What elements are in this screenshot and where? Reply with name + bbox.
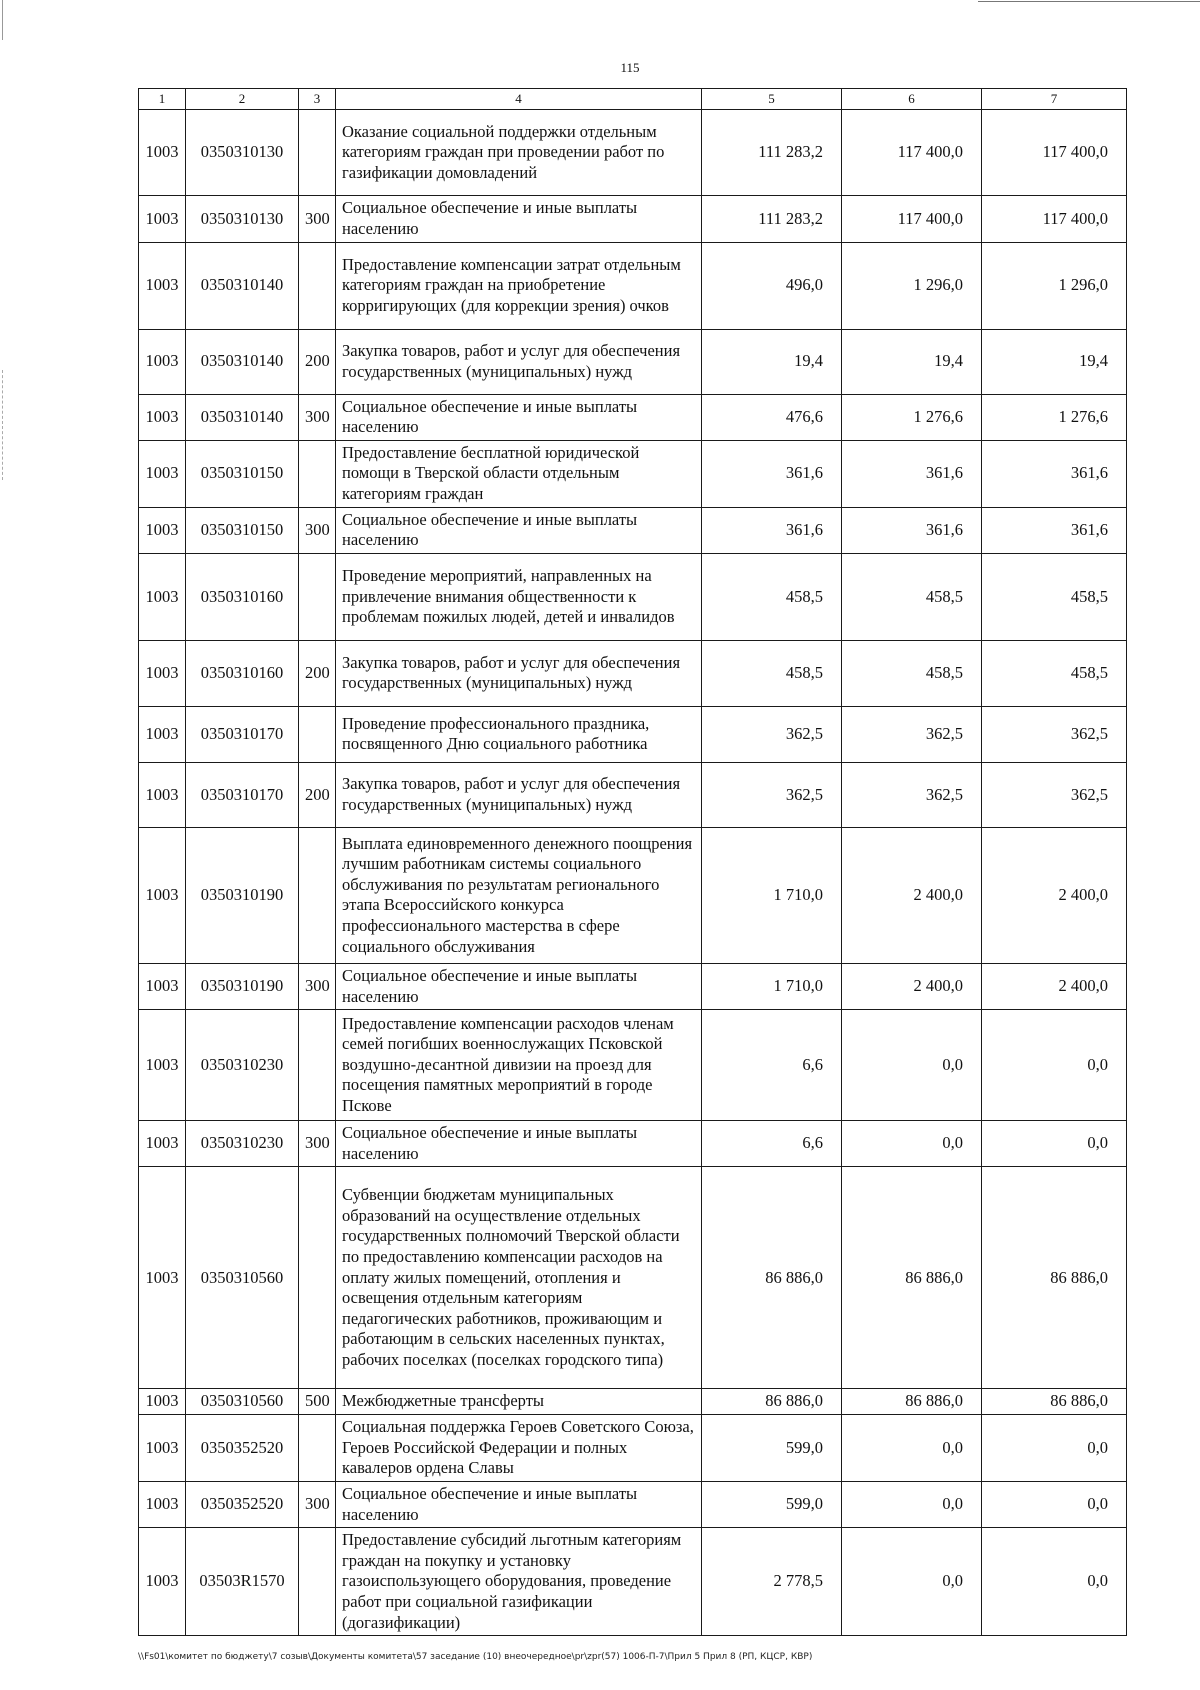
amount-col7-cell: 19,4 xyxy=(982,329,1127,394)
amount-col6-cell: 361,6 xyxy=(842,507,982,553)
code-cell: 0350310140 xyxy=(186,242,299,329)
code-cell: 0350310170 xyxy=(186,706,299,762)
expense-type-cell xyxy=(299,553,336,640)
item-name-cell: Проведение профессионального праздника, посвященного Дню социального работника xyxy=(336,706,702,762)
expense-type-cell: 200 xyxy=(299,329,336,394)
amount-col5-cell: 361,6 xyxy=(702,507,842,553)
table-row xyxy=(139,1121,1127,1167)
amount-col6-cell: 1 296,0 xyxy=(842,242,982,329)
expense-type-cell: 200 xyxy=(299,640,336,706)
section-cell: 1003 xyxy=(139,706,186,762)
expense-type-cell: 200 xyxy=(299,762,336,827)
code-cell: 0350310150 xyxy=(186,507,299,553)
amount-col5-cell: 458,5 xyxy=(702,640,842,706)
section-cell: 1003 xyxy=(139,1481,186,1527)
amount-col7-cell: 2 400,0 xyxy=(982,963,1127,1009)
amount-col5-cell: 111 283,2 xyxy=(702,196,842,242)
section-cell: 1003 xyxy=(139,963,186,1009)
expense-type-cell xyxy=(299,110,336,196)
section-cell: 1003 xyxy=(139,394,186,440)
amount-col6-cell: 458,5 xyxy=(842,553,982,640)
item-name-cell: Межбюджетные трансферты xyxy=(336,1389,702,1415)
amount-col7-cell: 1 296,0 xyxy=(982,242,1127,329)
amount-col5-cell: 2 778,5 xyxy=(702,1528,842,1636)
code-cell: 0350310140 xyxy=(186,394,299,440)
budget-table xyxy=(138,88,1127,1636)
amount-col6-cell: 1 276,6 xyxy=(842,394,982,440)
code-cell: 0350310230 xyxy=(186,1010,299,1121)
expense-type-cell: 500 xyxy=(299,1389,336,1415)
expense-type-cell xyxy=(299,1415,336,1482)
table-row xyxy=(139,242,1127,329)
amount-col7-cell: 0,0 xyxy=(982,1010,1127,1121)
section-cell: 1003 xyxy=(139,196,186,242)
code-cell: 0350310230 xyxy=(186,1121,299,1167)
table-row xyxy=(139,196,1127,242)
amount-col5-cell: 458,5 xyxy=(702,553,842,640)
table-header-row xyxy=(139,89,1127,110)
amount-col6-cell: 2 400,0 xyxy=(842,827,982,963)
table-row xyxy=(139,440,1127,507)
amount-col7-cell: 0,0 xyxy=(982,1415,1127,1482)
table-row xyxy=(139,1010,1127,1121)
item-name-cell: Социальное обеспечение и иные выплаты населению xyxy=(336,507,702,553)
amount-col5-cell: 599,0 xyxy=(702,1481,842,1527)
item-name-cell: Предоставление субсидий льготным категориям граждан на покупку и установку газоиспользующего оборудования, проведение работ при социальной газификации (догазификации) xyxy=(336,1528,702,1636)
amount-col5-cell: 6,6 xyxy=(702,1121,842,1167)
expense-type-cell xyxy=(299,706,336,762)
amount-col7-cell: 86 886,0 xyxy=(982,1389,1127,1415)
code-cell: 0350310190 xyxy=(186,827,299,963)
code-cell: 03503R1570 xyxy=(186,1528,299,1636)
amount-col7-cell: 458,5 xyxy=(982,553,1127,640)
amount-col6-cell: 0,0 xyxy=(842,1481,982,1527)
table-row xyxy=(139,762,1127,827)
amount-col5-cell: 362,5 xyxy=(702,706,842,762)
column-header: 7 xyxy=(982,89,1127,110)
code-cell: 0350352520 xyxy=(186,1415,299,1482)
section-cell: 1003 xyxy=(139,110,186,196)
amount-col5-cell: 496,0 xyxy=(702,242,842,329)
item-name-cell: Закупка товаров, работ и услуг для обеспечения государственных (муниципальных) нужд xyxy=(336,329,702,394)
amount-col5-cell: 111 283,2 xyxy=(702,110,842,196)
section-cell: 1003 xyxy=(139,640,186,706)
table-row xyxy=(139,507,1127,553)
amount-col7-cell: 362,5 xyxy=(982,762,1127,827)
table-row xyxy=(139,553,1127,640)
code-cell: 0350310140 xyxy=(186,329,299,394)
item-name-cell: Социальное обеспечение и иные выплаты населению xyxy=(336,196,702,242)
table-row xyxy=(139,1528,1127,1636)
column-header: 3 xyxy=(299,89,336,110)
column-header: 4 xyxy=(336,89,702,110)
item-name-cell: Социальная поддержка Героев Советского Союза, Героев Российской Федерации и полных кавалеров ордена Славы xyxy=(336,1415,702,1482)
amount-col7-cell: 86 886,0 xyxy=(982,1167,1127,1389)
section-cell: 1003 xyxy=(139,762,186,827)
amount-col7-cell: 117 400,0 xyxy=(982,196,1127,242)
code-cell: 0350310560 xyxy=(186,1167,299,1389)
file-path-footer: \\Fs01\комитет по бюджету\7 созыв\Документы комитета\57 заседание (10) внеочередное\pr\zpr(57) 1006-П-7\Прил 5 Прил 8 (РП, КЦСР, КВР) xyxy=(138,1652,813,1662)
column-header: 1 xyxy=(139,89,186,110)
expense-type-cell: 300 xyxy=(299,394,336,440)
code-cell: 0350352520 xyxy=(186,1481,299,1527)
amount-col5-cell: 599,0 xyxy=(702,1415,842,1482)
amount-col5-cell: 86 886,0 xyxy=(702,1167,842,1389)
amount-col5-cell: 361,6 xyxy=(702,440,842,507)
expense-type-cell xyxy=(299,1167,336,1389)
section-cell: 1003 xyxy=(139,1167,186,1389)
scan-edge-line xyxy=(2,0,3,40)
expense-type-cell: 300 xyxy=(299,963,336,1009)
code-cell: 0350310170 xyxy=(186,762,299,827)
table-row xyxy=(139,394,1127,440)
item-name-cell: Социальное обеспечение и иные выплаты населению xyxy=(336,1481,702,1527)
item-name-cell: Социальное обеспечение и иные выплаты населению xyxy=(336,963,702,1009)
amount-col6-cell: 19,4 xyxy=(842,329,982,394)
code-cell: 0350310150 xyxy=(186,440,299,507)
item-name-cell: Предоставление бесплатной юридической помощи в Тверской области отдельным категориям граждан xyxy=(336,440,702,507)
amount-col6-cell: 86 886,0 xyxy=(842,1167,982,1389)
amount-col6-cell: 86 886,0 xyxy=(842,1389,982,1415)
expense-type-cell xyxy=(299,1010,336,1121)
item-name-cell: Предоставление компенсации расходов членам семей погибших военнослужащих Псковской воздушно-десантной дивизии на проезд для посещения памятных мероприятий в городе Пскове xyxy=(336,1010,702,1121)
amount-col7-cell: 2 400,0 xyxy=(982,827,1127,963)
section-cell: 1003 xyxy=(139,827,186,963)
expense-type-cell: 300 xyxy=(299,1121,336,1167)
table-row xyxy=(139,1389,1127,1415)
item-name-cell: Социальное обеспечение и иные выплаты населению xyxy=(336,1121,702,1167)
amount-col6-cell: 0,0 xyxy=(842,1528,982,1636)
code-cell: 0350310560 xyxy=(186,1389,299,1415)
amount-col6-cell: 458,5 xyxy=(842,640,982,706)
amount-col7-cell: 458,5 xyxy=(982,640,1127,706)
amount-col6-cell: 117 400,0 xyxy=(842,110,982,196)
item-name-cell: Оказание социальной поддержки отдельным категориям граждан при проведении работ по газификации домовладений xyxy=(336,110,702,196)
expense-type-cell: 300 xyxy=(299,196,336,242)
section-cell: 1003 xyxy=(139,329,186,394)
section-cell: 1003 xyxy=(139,440,186,507)
amount-col5-cell: 19,4 xyxy=(702,329,842,394)
amount-col7-cell: 361,6 xyxy=(982,440,1127,507)
expense-type-cell xyxy=(299,440,336,507)
amount-col6-cell: 362,5 xyxy=(842,762,982,827)
expense-type-cell xyxy=(299,242,336,329)
amount-col7-cell: 0,0 xyxy=(982,1481,1127,1527)
column-header: 5 xyxy=(702,89,842,110)
table-row xyxy=(139,329,1127,394)
section-cell: 1003 xyxy=(139,1389,186,1415)
table-row xyxy=(139,963,1127,1009)
table-row xyxy=(139,110,1127,196)
expense-type-cell xyxy=(299,827,336,963)
code-cell: 0350310160 xyxy=(186,640,299,706)
amount-col6-cell: 0,0 xyxy=(842,1121,982,1167)
amount-col6-cell: 361,6 xyxy=(842,440,982,507)
amount-col7-cell: 361,6 xyxy=(982,507,1127,553)
amount-col6-cell: 117 400,0 xyxy=(842,196,982,242)
item-name-cell: Предоставление компенсации затрат отдельным категориям граждан на приобретение корригирующих (для коррекции зрения) очков xyxy=(336,242,702,329)
amount-col6-cell: 2 400,0 xyxy=(842,963,982,1009)
item-name-cell: Социальное обеспечение и иные выплаты населению xyxy=(336,394,702,440)
column-header: 2 xyxy=(186,89,299,110)
expense-type-cell: 300 xyxy=(299,507,336,553)
amount-col7-cell: 117 400,0 xyxy=(982,110,1127,196)
section-cell: 1003 xyxy=(139,553,186,640)
amount-col7-cell: 1 276,6 xyxy=(982,394,1127,440)
amount-col5-cell: 6,6 xyxy=(702,1010,842,1121)
item-name-cell: Проведение мероприятий, направленных на привлечение внимания общественности к проблемам пожилых людей, детей и инвалидов xyxy=(336,553,702,640)
page-number: 115 xyxy=(620,60,640,75)
table-row xyxy=(139,706,1127,762)
item-name-cell: Закупка товаров, работ и услуг для обеспечения государственных (муниципальных) нужд xyxy=(336,640,702,706)
amount-col7-cell: 0,0 xyxy=(982,1121,1127,1167)
section-cell: 1003 xyxy=(139,507,186,553)
code-cell: 0350310160 xyxy=(186,553,299,640)
amount-col5-cell: 1 710,0 xyxy=(702,963,842,1009)
section-cell: 1003 xyxy=(139,242,186,329)
amount-col6-cell: 0,0 xyxy=(842,1010,982,1121)
code-cell: 0350310130 xyxy=(186,110,299,196)
code-cell: 0350310130 xyxy=(186,196,299,242)
amount-col5-cell: 1 710,0 xyxy=(702,827,842,963)
amount-col7-cell: 362,5 xyxy=(982,706,1127,762)
scan-edge-line xyxy=(2,370,3,480)
code-cell: 0350310190 xyxy=(186,963,299,1009)
table-row xyxy=(139,1415,1127,1482)
table-row xyxy=(139,827,1127,963)
item-name-cell: Закупка товаров, работ и услуг для обеспечения государственных (муниципальных) нужд xyxy=(336,762,702,827)
item-name-cell: Выплата единовременного денежного поощрения лучшим работникам системы социального обслуживания по результатам регионального этапа Всероссийского конкурса профессионального мастерства в сфере социального обслуживания xyxy=(336,827,702,963)
section-cell: 1003 xyxy=(139,1010,186,1121)
table-row xyxy=(139,1167,1127,1389)
expense-type-cell xyxy=(299,1528,336,1636)
scan-edge-line xyxy=(978,1,1200,2)
table-row xyxy=(139,640,1127,706)
amount-col5-cell: 476,6 xyxy=(702,394,842,440)
amount-col5-cell: 86 886,0 xyxy=(702,1389,842,1415)
amount-col5-cell: 362,5 xyxy=(702,762,842,827)
section-cell: 1003 xyxy=(139,1121,186,1167)
table-row xyxy=(139,1481,1127,1527)
section-cell: 1003 xyxy=(139,1415,186,1482)
expense-type-cell: 300 xyxy=(299,1481,336,1527)
column-header: 6 xyxy=(842,89,982,110)
amount-col7-cell: 0,0 xyxy=(982,1528,1127,1636)
section-cell: 1003 xyxy=(139,1528,186,1636)
amount-col6-cell: 0,0 xyxy=(842,1415,982,1482)
amount-col6-cell: 362,5 xyxy=(842,706,982,762)
item-name-cell: Субвенции бюджетам муниципальных образований на осуществление отдельных государственных полномочий Тверской области по предоставлению компенсации расходов на оплату жилых помещений, отопления и освещения отдельным категориям педагогических работников, проживающим и работающим в сельских населенных пунктах, рабочих поселках (поселках городского типа) xyxy=(336,1167,702,1389)
